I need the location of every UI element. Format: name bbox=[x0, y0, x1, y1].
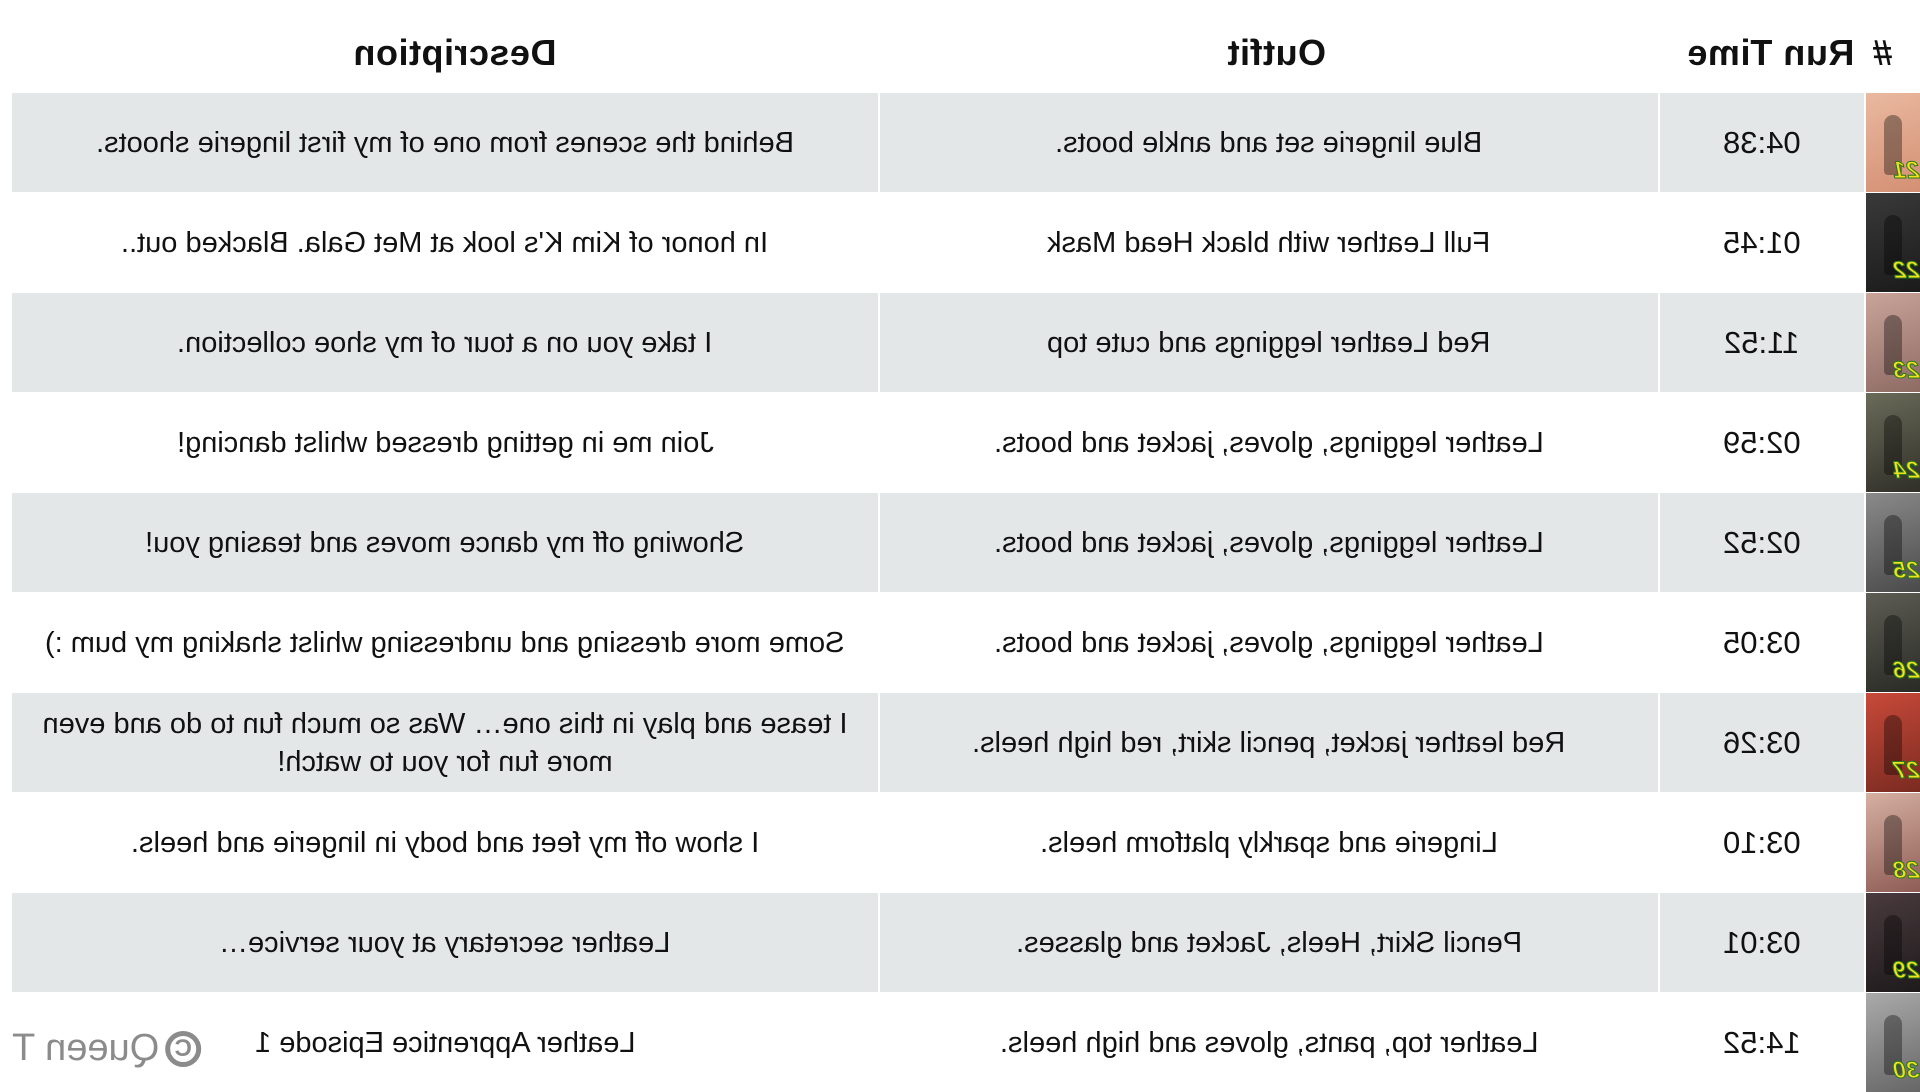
description-cell bbox=[12, 193, 878, 292]
description-cell bbox=[12, 93, 878, 192]
run-time-cell bbox=[1660, 493, 1864, 592]
video-thumbnail[interactable] bbox=[1866, 893, 1920, 992]
header-run-time: Run Time bbox=[1687, 32, 1855, 73]
video-thumbnail[interactable] bbox=[1866, 793, 1920, 892]
outfit-cell bbox=[880, 793, 1658, 892]
thumbnail-cell[interactable] bbox=[1866, 693, 1920, 792]
outfit-cell bbox=[880, 993, 1658, 1092]
run-time-cell bbox=[1660, 393, 1864, 492]
description-cell bbox=[12, 293, 878, 392]
run-time-cell bbox=[1660, 93, 1864, 192]
thumbnail-cell[interactable] bbox=[1866, 193, 1920, 292]
episode-number-badge: 23 bbox=[1893, 357, 1920, 384]
episode-number-badge: 24 bbox=[1893, 457, 1920, 484]
run-time-cell-text: 03:26 bbox=[1723, 724, 1801, 760]
outfit-cell-text: Full Leather with black Head Mask bbox=[1047, 226, 1491, 259]
description-cell bbox=[12, 393, 878, 492]
run-time-cell-text: 11:52 bbox=[1724, 324, 1800, 360]
thumbnail-cell[interactable] bbox=[1866, 293, 1920, 392]
description-cell-text: Some more dressing and undressing whilst shaking my bum :) bbox=[45, 626, 845, 659]
description-cell-text: I take you on a tour of my shoe collection. bbox=[177, 326, 713, 359]
table-row bbox=[12, 992, 1920, 1092]
video-thumbnail[interactable] bbox=[1866, 193, 1920, 292]
outfit-cell-text: Leather top, pants, gloves and high heels. bbox=[999, 1026, 1539, 1059]
episode-number-badge: 27 bbox=[1893, 757, 1920, 784]
header-description: Description bbox=[353, 32, 557, 73]
watermark-text: Queen T bbox=[12, 1027, 160, 1069]
run-time-cell bbox=[1660, 693, 1864, 792]
run-time-cell-text: 01:45 bbox=[1723, 224, 1801, 260]
run-time-cell-text: 14:52 bbox=[1723, 1024, 1801, 1060]
run-time-cell bbox=[1660, 593, 1864, 692]
video-table bbox=[12, 0, 1920, 1092]
thumbnail-cell[interactable] bbox=[1866, 893, 1920, 992]
outfit-cell-text: Leather leggings, gloves, jacket and boots. bbox=[994, 426, 1544, 459]
episode-number-badge: 28 bbox=[1893, 857, 1920, 884]
episode-number-badge: 29 bbox=[1893, 957, 1920, 984]
episode-number-badge: 22 bbox=[1893, 257, 1920, 284]
table-row bbox=[12, 792, 1920, 892]
run-time-cell bbox=[1660, 793, 1864, 892]
description-cell-text: I show off my feet and body in lingerie and heels. bbox=[130, 826, 760, 859]
table-row bbox=[12, 92, 1920, 192]
outfit-cell bbox=[880, 493, 1658, 592]
table-body bbox=[12, 92, 1920, 1092]
description-cell-text: Join me in getting dressed whilst dancing! bbox=[176, 426, 714, 459]
run-time-cell-text: 03:10 bbox=[1723, 824, 1801, 860]
video-thumbnail[interactable] bbox=[1866, 993, 1920, 1092]
run-time-cell bbox=[1660, 993, 1864, 1092]
watermark bbox=[12, 1027, 201, 1070]
description-cell-text: Leather Apprentice Episode 1 bbox=[254, 1026, 636, 1059]
run-time-cell bbox=[1660, 193, 1864, 292]
video-thumbnail[interactable] bbox=[1866, 93, 1920, 192]
outfit-cell bbox=[880, 593, 1658, 692]
description-cell-text: Showing off my dance moves and teasing you! bbox=[145, 526, 745, 559]
thumbnail-cell[interactable] bbox=[1866, 493, 1920, 592]
header-number: # bbox=[1872, 32, 1893, 73]
outfit-cell bbox=[880, 193, 1658, 292]
thumbnail-cell[interactable] bbox=[1866, 393, 1920, 492]
table-row bbox=[12, 292, 1920, 392]
outfit-cell-text: Leather leggings, gloves, jacket and boots. bbox=[994, 526, 1544, 559]
thumbnail-cell[interactable] bbox=[1866, 93, 1920, 192]
description-cell bbox=[12, 893, 878, 992]
run-time-cell-text: 04:38 bbox=[1723, 124, 1801, 160]
outfit-cell bbox=[880, 693, 1658, 792]
episode-number-badge: 30 bbox=[1893, 1057, 1920, 1084]
outfit-cell bbox=[880, 293, 1658, 392]
video-thumbnail[interactable] bbox=[1866, 493, 1920, 592]
video-thumbnail[interactable] bbox=[1866, 693, 1920, 792]
thumbnail-cell[interactable] bbox=[1866, 793, 1920, 892]
thumbnail-cell[interactable] bbox=[1866, 593, 1920, 692]
run-time-cell bbox=[1660, 293, 1864, 392]
outfit-cell-text: Leather leggings, gloves, jacket and boots. bbox=[994, 626, 1544, 659]
description-cell-text: In honor of Kim K's look at Met Gala. Blacked out.. bbox=[121, 226, 769, 259]
table-row bbox=[12, 692, 1920, 792]
description-cell bbox=[12, 693, 878, 792]
outfit-cell bbox=[880, 393, 1658, 492]
outfit-cell bbox=[880, 893, 1658, 992]
description-cell bbox=[12, 593, 878, 692]
run-time-cell-text: 02:59 bbox=[1723, 424, 1801, 460]
outfit-cell-text: Blue lingerie set and ankle boots. bbox=[1055, 126, 1483, 159]
description-cell-text: I tease and play in this one… Was so much fun to do and even more fun for you to watch! bbox=[42, 707, 848, 778]
outfit-cell-text: Red leather jacket, pencil skirt, red high heels. bbox=[972, 726, 1566, 759]
run-time-cell bbox=[1660, 893, 1864, 992]
episode-number-badge: 25 bbox=[1893, 557, 1920, 584]
thumbnail-cell[interactable] bbox=[1866, 993, 1920, 1092]
description-cell bbox=[12, 793, 878, 892]
copyright-icon: C bbox=[165, 1031, 201, 1067]
table-row bbox=[12, 892, 1920, 992]
run-time-cell-text: 03:05 bbox=[1723, 624, 1801, 660]
description-cell bbox=[12, 493, 878, 592]
video-thumbnail[interactable] bbox=[1866, 393, 1920, 492]
outfit-cell bbox=[880, 93, 1658, 192]
header-outfit: Outfit bbox=[1227, 32, 1326, 73]
table-row bbox=[12, 392, 1920, 492]
episode-number-badge: 21 bbox=[1893, 157, 1920, 184]
video-thumbnail[interactable] bbox=[1866, 593, 1920, 692]
video-thumbnail[interactable] bbox=[1866, 293, 1920, 392]
run-time-cell-text: 03:01 bbox=[1723, 924, 1801, 960]
outfit-cell-text: Red Leather leggings and cute top bbox=[1047, 326, 1491, 359]
outfit-cell-text: Pencil Skirt, Heels, Jacket and glasses. bbox=[1015, 926, 1523, 959]
outfit-cell-text: Lingerie and sparkly platform heels. bbox=[1040, 826, 1498, 859]
description-cell-text: Leather secretary at your service… bbox=[219, 926, 671, 959]
table-row bbox=[12, 592, 1920, 692]
table-row bbox=[12, 192, 1920, 292]
description-cell-text: Behind the scenes from one of my first lingerie shoots. bbox=[96, 126, 794, 159]
run-time-cell-text: 02:52 bbox=[1723, 524, 1801, 560]
table-header bbox=[12, 0, 1914, 92]
table-row bbox=[12, 492, 1920, 592]
episode-number-badge: 26 bbox=[1893, 657, 1920, 684]
